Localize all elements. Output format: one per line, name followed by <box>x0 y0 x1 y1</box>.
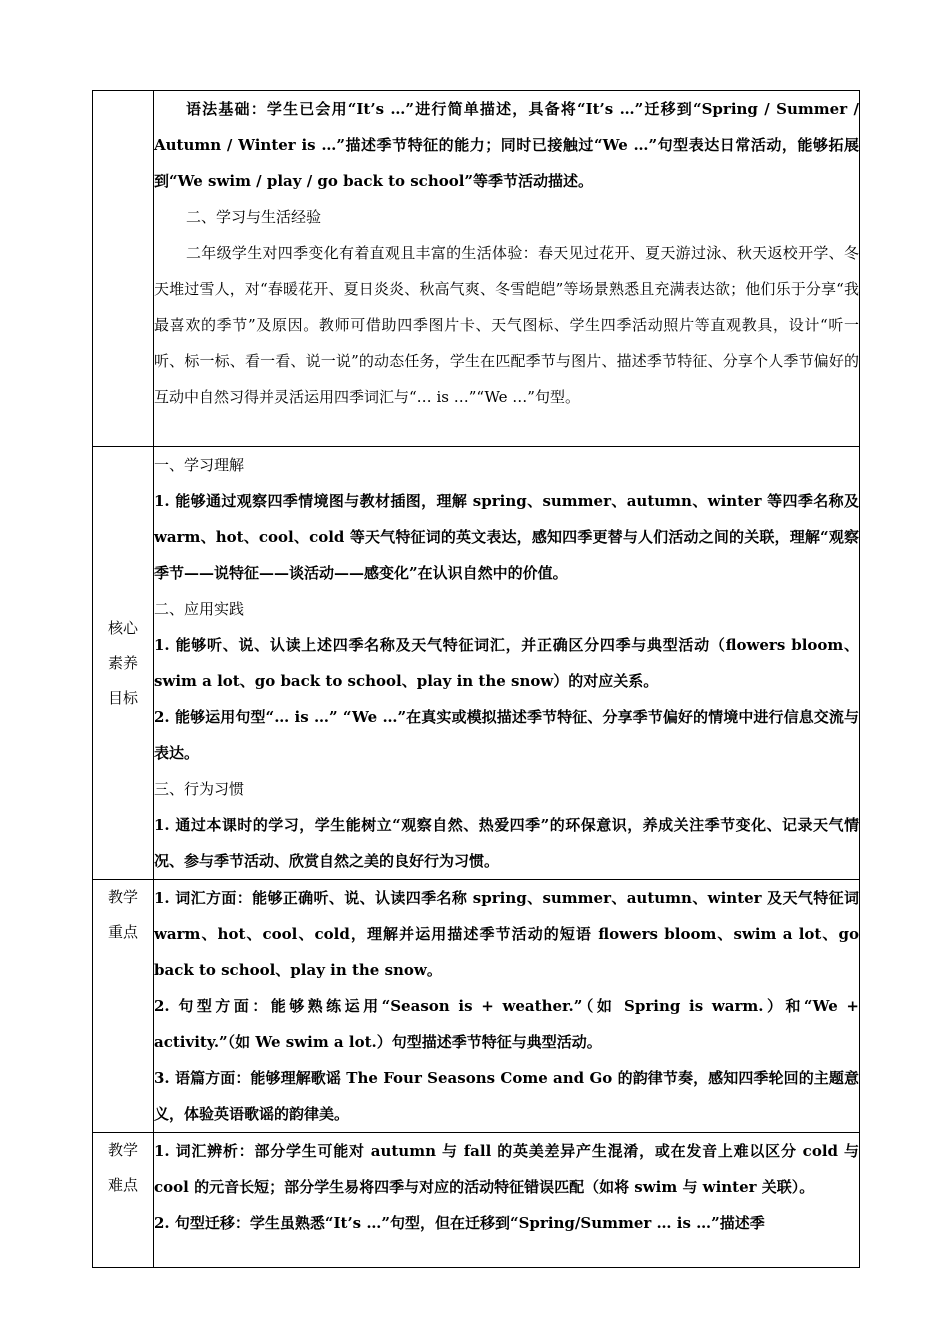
row-label: 教学重点 <box>107 888 138 941</box>
paragraph: 1. 词汇辨析：部分学生可能对 autumn 与 fall 的英美差异产生混淆，或在发音上难以区分 cold 与 cool 的元音长短；部分学生易将四季与对应的活动特征错误匹配（如将 swim 与 winter 关联）。 <box>154 1142 859 1196</box>
row-label-cell <box>93 1133 154 1268</box>
paragraph: 1. 词汇方面：能够正确听、说、认读四季名称 spring、summer、autumn、winter 及天气特征词 warm、hot、cool、cold，理解并运用描述季节活动的短语 flowers bloom、swim a lot、go back to school、play in the snow。 <box>154 889 859 979</box>
paragraph: 3. 语篇方面：能够理解歌谣 The Four Seasons Come and Go 的韵律节奏，感知四季轮回的主题意义，体验英语歌谣的韵律美。 <box>154 1069 859 1123</box>
cell-content-clip <box>154 1133 859 1267</box>
paragraph: 2. 能够运用句型“… is …” “We …”在真实或模拟描述季节特征、分享季节偏好的情境中进行信息交流与表达。 <box>154 708 859 762</box>
paragraph: 语法基础：学生已会用“It’s …”进行简单描述，具备将“It’s …”迁移到“Spring / Summer / Autumn / Winter is …”描述季节特征的能力；同时已接触过“We …”句型表达日常活动，能够拓展到“We swim / play / go back to school”等季节活动描述。 <box>154 100 859 190</box>
paragraph: 2. 句型迁移：学生虽熟悉“It’s …”句型，但在迁移到“Spring/Summer … is …”描述季 <box>154 1214 765 1232</box>
section-heading: 二、学习与生活经验 <box>186 208 322 226</box>
row-label-cell <box>93 91 154 447</box>
section-heading: 二、应用实践 <box>154 600 245 618</box>
paragraph: 2. 句型方面：能够熟练运用“Season is + weather.”（如 Spring is warm.）和“We + activity.”（如 We swim a lot.）句型描述季节特征与典型活动。 <box>154 997 859 1051</box>
row-content-cell <box>154 91 860 447</box>
table-row <box>93 91 860 447</box>
table-row <box>93 880 860 1133</box>
row-label: 教学难点 <box>107 1141 138 1194</box>
paragraph: 1. 能够通过观察四季情境图与教材插图，理解 spring、summer、autumn、winter 等四季名称及 warm、hot、cool、cold 等天气特征词的英文表达，感知四季更替与人们活动之间的关联，理解“观察季节——说特征——谈活动——感变化”在认识自然中的价值。 <box>154 492 859 582</box>
section-heading: 三、行为习惯 <box>154 780 245 798</box>
table-row <box>93 1133 860 1268</box>
row-content-cell <box>154 1133 860 1268</box>
row-label-cell <box>93 880 154 1133</box>
row-content-cell <box>154 880 860 1133</box>
section-heading: 一、学习理解 <box>154 456 245 474</box>
table-row <box>93 447 860 880</box>
row-content-cell <box>154 447 860 880</box>
row-label: 核心素养目标 <box>107 618 138 707</box>
paragraph: 二年级学生对四季变化有着直观且丰富的生活体验：春天见过花开、夏天游过泳、秋天返校开学、冬天堆过雪人，对“春暖花开、夏日炎炎、秋高气爽、冬雪皑皑”等场景熟悉且充满表达欲；他们乐于分享“我最喜欢的季节”及原因。教师可借助四季图片卡、天气图标、学生四季活动照片等直观教具，设计“听一听、标一标、看一看、说一说”的动态任务，学生在匹配季节与图片、描述季节特征、分享个人季节偏好的互动中自然习得并灵活运用四季词汇与“… is …”“We …”句型。 <box>154 244 859 406</box>
paragraph: 1. 通过本课时的学习，学生能树立“观察自然、热爱四季”的环保意识，养成关注季节变化、记录天气情况、参与季节活动、欣赏自然之美的良好行为习惯。 <box>154 816 859 870</box>
row-label-cell <box>93 447 154 880</box>
paragraph: 1. 能够听、说、认读上述四季名称及天气特征词汇，并正确区分四季与典型活动（flowers bloom、swim a lot、go back to school、play in the snow）的对应关系。 <box>154 636 859 690</box>
lesson-plan-table <box>92 90 860 1268</box>
